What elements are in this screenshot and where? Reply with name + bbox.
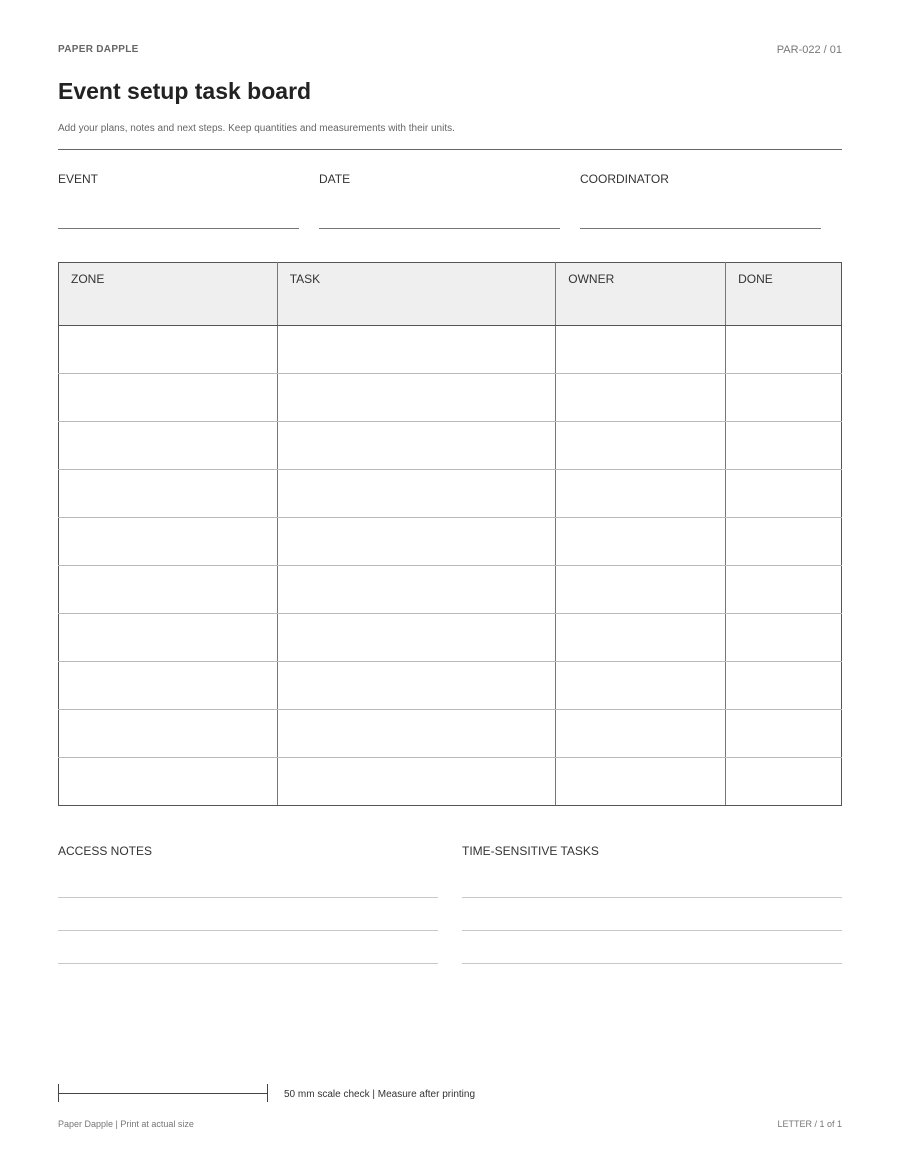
cell-done[interactable] (726, 518, 842, 566)
date-field (319, 172, 560, 186)
coordinator-field (580, 172, 821, 186)
time-sensitive-line[interactable] (462, 930, 842, 931)
cell-task[interactable] (277, 566, 556, 614)
coordinator-write-line[interactable] (580, 228, 821, 229)
cell-zone[interactable] (59, 614, 278, 662)
footer-left: Paper Dapple | Print at actual size (58, 1119, 194, 1129)
footer-right: LETTER / 1 of 1 (777, 1119, 842, 1129)
cell-task[interactable] (277, 422, 556, 470)
brand-label: PAPER DAPPLE (58, 44, 139, 55)
table-row (59, 470, 842, 518)
table-row (59, 422, 842, 470)
access-notes-line[interactable] (58, 897, 438, 898)
column-header-owner: OWNER (556, 263, 726, 326)
cell-done[interactable] (726, 470, 842, 518)
table-row (59, 326, 842, 374)
event-field-label: EVENT (58, 172, 99, 186)
table-header-row (59, 263, 842, 326)
cell-owner[interactable] (556, 614, 726, 662)
access-notes-line[interactable] (58, 930, 438, 931)
table-row (59, 566, 842, 614)
date-field-label: DATE (319, 172, 351, 186)
cell-zone[interactable] (59, 470, 278, 518)
cell-done[interactable] (726, 614, 842, 662)
table-row (59, 662, 842, 710)
cell-done[interactable] (726, 566, 842, 614)
table-row (59, 710, 842, 758)
cell-zone[interactable] (59, 326, 278, 374)
time-sensitive-section (462, 844, 842, 858)
cell-owner[interactable] (556, 374, 726, 422)
cell-zone[interactable] (59, 518, 278, 566)
cell-owner[interactable] (556, 662, 726, 710)
page-subtitle: Add your plans, notes and next steps. Keep quantities and measurements with their units. (58, 123, 455, 134)
cell-task[interactable] (277, 662, 556, 710)
cell-task[interactable] (277, 326, 556, 374)
cell-zone[interactable] (59, 566, 278, 614)
scale-bar-end-tick (267, 1084, 268, 1102)
cell-zone[interactable] (59, 710, 278, 758)
cell-done[interactable] (726, 374, 842, 422)
cell-zone[interactable] (59, 422, 278, 470)
event-field (58, 172, 299, 186)
table-row (59, 758, 842, 806)
date-write-line[interactable] (319, 228, 560, 229)
cell-done[interactable] (726, 326, 842, 374)
cell-owner[interactable] (556, 566, 726, 614)
column-header-task: TASK (277, 263, 556, 326)
cell-zone[interactable] (59, 758, 278, 806)
scale-check-text: 50 mm scale check | Measure after printing (284, 1089, 476, 1100)
time-sensitive-label: TIME-SENSITIVE TASKS (462, 844, 599, 858)
time-sensitive-line[interactable] (462, 963, 842, 964)
cell-owner[interactable] (556, 422, 726, 470)
scale-bar-start-tick (58, 1084, 59, 1102)
cell-owner[interactable] (556, 470, 726, 518)
cell-owner[interactable] (556, 758, 726, 806)
header-divider (58, 149, 842, 150)
task-table-body (59, 326, 842, 806)
table-row (59, 374, 842, 422)
scale-bar-line (58, 1093, 268, 1094)
access-notes-line[interactable] (58, 963, 438, 964)
table-row (59, 518, 842, 566)
cell-done[interactable] (726, 710, 842, 758)
cell-task[interactable] (277, 710, 556, 758)
access-notes-section (58, 844, 438, 858)
task-table (58, 262, 842, 806)
scale-bar (58, 1084, 268, 1102)
cell-task[interactable] (277, 470, 556, 518)
time-sensitive-line[interactable] (462, 897, 842, 898)
cell-task[interactable] (277, 518, 556, 566)
cell-task[interactable] (277, 758, 556, 806)
cell-task[interactable] (277, 374, 556, 422)
document-id: PAR-022 / 01 (776, 44, 842, 56)
cell-owner[interactable] (556, 518, 726, 566)
cell-zone[interactable] (59, 662, 278, 710)
cell-zone[interactable] (59, 374, 278, 422)
event-write-line[interactable] (58, 228, 299, 229)
access-notes-label: ACCESS NOTES (58, 844, 153, 858)
cell-owner[interactable] (556, 710, 726, 758)
cell-done[interactable] (726, 662, 842, 710)
cell-done[interactable] (726, 422, 842, 470)
cell-owner[interactable] (556, 326, 726, 374)
table-row (59, 614, 842, 662)
coordinator-field-label: COORDINATOR (580, 172, 669, 186)
column-header-zone: ZONE (59, 263, 278, 326)
column-header-done: DONE (726, 263, 842, 326)
cell-done[interactable] (726, 758, 842, 806)
cell-task[interactable] (277, 614, 556, 662)
page-title: Event setup task board (58, 78, 312, 104)
